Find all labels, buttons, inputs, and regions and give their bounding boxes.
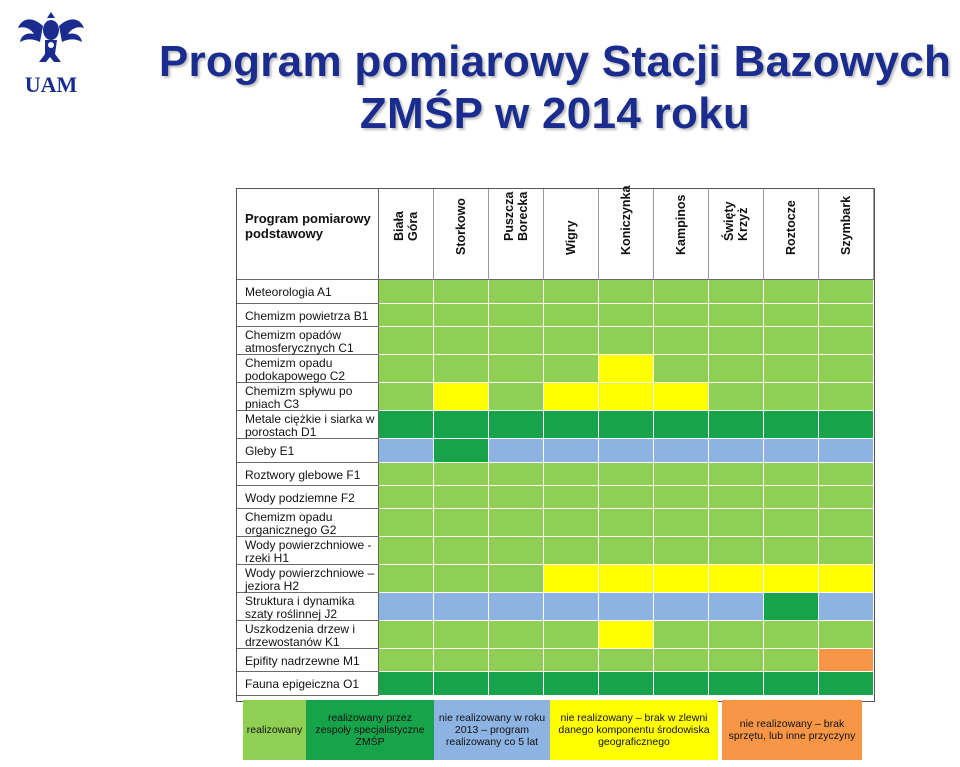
status-cell <box>819 411 874 439</box>
column-header <box>709 189 764 280</box>
status-cell <box>819 565 874 593</box>
status-cell <box>544 411 599 439</box>
status-cell <box>599 280 654 304</box>
status-cell <box>709 565 764 593</box>
status-cell <box>489 649 544 672</box>
status-cell <box>434 537 489 565</box>
status-cell <box>434 486 489 509</box>
status-cell <box>379 355 434 383</box>
row-label: Uszkodzenia drzew i drzewostanów K1 <box>237 621 379 649</box>
status-cell <box>599 411 654 439</box>
title-line-1: Program pomiarowy Stacji Bazowych <box>158 37 952 86</box>
status-cell <box>764 486 819 509</box>
status-cell <box>434 280 489 304</box>
status-cell <box>489 280 544 304</box>
status-cell <box>819 439 874 463</box>
status-cell <box>764 280 819 304</box>
status-cell <box>489 463 544 486</box>
status-cell <box>764 463 819 486</box>
status-cell <box>599 593 654 621</box>
status-cell <box>709 280 764 304</box>
column-header <box>379 189 434 280</box>
status-cell <box>489 439 544 463</box>
status-cell <box>434 649 489 672</box>
status-cell <box>434 439 489 463</box>
column-header <box>489 189 544 280</box>
status-cell <box>544 486 599 509</box>
status-cell <box>764 565 819 593</box>
status-cell <box>489 327 544 355</box>
status-cell <box>709 411 764 439</box>
status-cell <box>654 509 709 537</box>
status-cell <box>434 327 489 355</box>
status-cell <box>544 327 599 355</box>
status-cell <box>599 304 654 327</box>
column-header <box>819 189 874 280</box>
column-header-label: Szymbark <box>839 195 853 255</box>
status-cell <box>764 593 819 621</box>
status-cell <box>544 280 599 304</box>
column-header-label: Storkowo <box>454 198 468 255</box>
status-cell <box>819 486 874 509</box>
status-cell <box>544 593 599 621</box>
status-cell <box>764 621 819 649</box>
row-label: Wody powierzchniowe – jeziora H2 <box>237 565 379 593</box>
status-cell <box>709 672 764 696</box>
column-header <box>434 189 489 280</box>
status-cell <box>544 439 599 463</box>
status-cell <box>709 355 764 383</box>
status-cell <box>709 621 764 649</box>
status-cell <box>819 621 874 649</box>
status-cell <box>764 672 819 696</box>
status-cell <box>654 439 709 463</box>
legend-item: nie realizowany w roku 2013 – program realizowany co 5 lat <box>434 700 550 760</box>
status-cell <box>434 383 489 411</box>
status-cell <box>489 486 544 509</box>
status-cell <box>544 355 599 383</box>
status-cell <box>434 621 489 649</box>
legend-item: nie realizowany – brak sprzętu, lub inne przyczyny <box>722 700 862 760</box>
status-cell <box>544 509 599 537</box>
row-label: Gleby E1 <box>237 439 379 463</box>
status-cell <box>544 649 599 672</box>
row-label: Wody podziemne F2 <box>237 486 379 509</box>
status-cell <box>379 304 434 327</box>
status-cell <box>764 411 819 439</box>
status-cell <box>599 649 654 672</box>
status-cell <box>819 383 874 411</box>
row-label: Chemizm spływu po pniach C3 <box>237 383 379 411</box>
status-cell <box>764 509 819 537</box>
row-label: Chemizm opadów atmosferycznych C1 <box>237 327 379 355</box>
status-cell <box>819 672 874 696</box>
status-cell <box>764 355 819 383</box>
status-cell <box>764 383 819 411</box>
status-cell <box>599 355 654 383</box>
status-cell <box>544 304 599 327</box>
status-cell <box>379 537 434 565</box>
status-cell <box>819 463 874 486</box>
status-cell <box>489 509 544 537</box>
table-corner-header: Program pomiarowy podstawowy <box>237 189 379 280</box>
row-label: Chemizm opadu organicznego G2 <box>237 509 379 537</box>
row-label: Fauna epigeiczna O1 <box>237 672 379 696</box>
status-cell <box>379 327 434 355</box>
status-cell <box>544 463 599 486</box>
status-cell <box>379 411 434 439</box>
status-cell <box>709 327 764 355</box>
status-cell <box>599 439 654 463</box>
status-cell <box>379 486 434 509</box>
status-cell <box>434 355 489 383</box>
row-label: Struktura i dynamika szaty roślinnej J2 <box>237 593 379 621</box>
status-cell <box>819 509 874 537</box>
status-cell <box>654 327 709 355</box>
status-cell <box>709 509 764 537</box>
status-cell <box>379 565 434 593</box>
status-cell <box>819 304 874 327</box>
row-label: Meteorologia A1 <box>237 280 379 304</box>
status-cell <box>379 649 434 672</box>
status-cell <box>709 537 764 565</box>
status-cell <box>709 649 764 672</box>
status-cell <box>379 509 434 537</box>
status-cell <box>489 672 544 696</box>
status-cell <box>379 621 434 649</box>
column-header-label: Biała Góra <box>392 211 420 241</box>
status-cell <box>434 411 489 439</box>
status-cell <box>654 463 709 486</box>
status-cell <box>654 304 709 327</box>
status-cell <box>819 355 874 383</box>
status-cell <box>379 439 434 463</box>
status-cell <box>764 439 819 463</box>
status-cell <box>434 463 489 486</box>
title-line-2: ZMŚP w 2014 roku <box>359 89 751 138</box>
status-cell <box>434 593 489 621</box>
status-cell <box>654 621 709 649</box>
status-cell <box>764 537 819 565</box>
uam-logo <box>14 8 88 96</box>
measurement-table <box>236 185 875 702</box>
row-label: Epifity nadrzewne M1 <box>237 649 379 672</box>
row-label: Chemizm powietrza B1 <box>237 304 379 327</box>
status-cell <box>819 327 874 355</box>
status-cell <box>709 593 764 621</box>
status-cell <box>544 621 599 649</box>
status-cell <box>819 649 874 672</box>
column-header-label: Wigry <box>564 220 578 255</box>
row-label: Wody powierzchniowe - rzeki H1 <box>237 537 379 565</box>
status-cell <box>709 439 764 463</box>
column-header-label: Puszcza Borecka <box>502 191 530 241</box>
status-cell <box>599 463 654 486</box>
status-cell <box>544 383 599 411</box>
row-label: Chemizm opadu podokapowego C2 <box>237 355 379 383</box>
status-cell <box>599 327 654 355</box>
status-cell <box>434 509 489 537</box>
status-cell <box>819 537 874 565</box>
status-cell <box>599 537 654 565</box>
eagle-icon <box>14 8 88 96</box>
status-cell <box>599 383 654 411</box>
status-cell <box>489 593 544 621</box>
status-cell <box>489 355 544 383</box>
page-title <box>150 36 960 140</box>
status-cell <box>379 280 434 304</box>
status-cell <box>434 304 489 327</box>
column-header <box>544 189 599 280</box>
column-header <box>764 189 819 280</box>
column-header <box>599 185 654 280</box>
status-cell <box>599 672 654 696</box>
status-cell <box>764 327 819 355</box>
status-cell <box>654 593 709 621</box>
status-cell <box>599 509 654 537</box>
status-cell <box>379 672 434 696</box>
status-cell <box>489 565 544 593</box>
status-cell <box>544 537 599 565</box>
status-cell <box>489 304 544 327</box>
status-cell <box>599 486 654 509</box>
status-cell <box>654 355 709 383</box>
row-label: Roztwory glebowe F1 <box>237 463 379 486</box>
status-cell <box>379 463 434 486</box>
status-cell <box>489 383 544 411</box>
status-cell <box>654 565 709 593</box>
status-cell <box>709 463 764 486</box>
status-cell <box>489 621 544 649</box>
status-cell <box>599 621 654 649</box>
status-cell <box>819 593 874 621</box>
status-cell <box>599 565 654 593</box>
status-cell <box>654 383 709 411</box>
status-cell <box>819 280 874 304</box>
legend-item: realizowany <box>243 700 306 760</box>
status-cell <box>764 304 819 327</box>
legend-item: nie realizowany – brak w zlewni danego komponentu środowiska geograficznego <box>550 700 718 760</box>
status-cell <box>709 304 764 327</box>
row-label: Metale ciężkie i siarka w porostach D1 <box>237 411 379 439</box>
status-cell <box>379 593 434 621</box>
status-cell <box>544 672 599 696</box>
logo-text: UAM <box>24 72 78 96</box>
status-cell <box>654 672 709 696</box>
status-cell <box>489 411 544 439</box>
column-header-label: Święty Krzyż <box>722 201 750 241</box>
status-cell <box>434 672 489 696</box>
column-header-label: Kampinos <box>674 194 688 255</box>
status-cell <box>654 411 709 439</box>
status-cell <box>709 486 764 509</box>
status-cell <box>764 649 819 672</box>
status-cell <box>544 565 599 593</box>
column-header-label: Roztocze <box>784 200 798 255</box>
status-cell <box>709 383 764 411</box>
status-cell <box>434 565 489 593</box>
column-header <box>654 189 709 280</box>
status-cell <box>654 649 709 672</box>
status-cell <box>654 537 709 565</box>
legend-item: realizowany przez zespoły specjalistyczne ZMŚP <box>306 700 434 760</box>
status-cell <box>654 280 709 304</box>
column-header-label: Koniczynka <box>619 185 633 255</box>
status-cell <box>654 486 709 509</box>
status-cell <box>489 537 544 565</box>
status-cell <box>379 383 434 411</box>
